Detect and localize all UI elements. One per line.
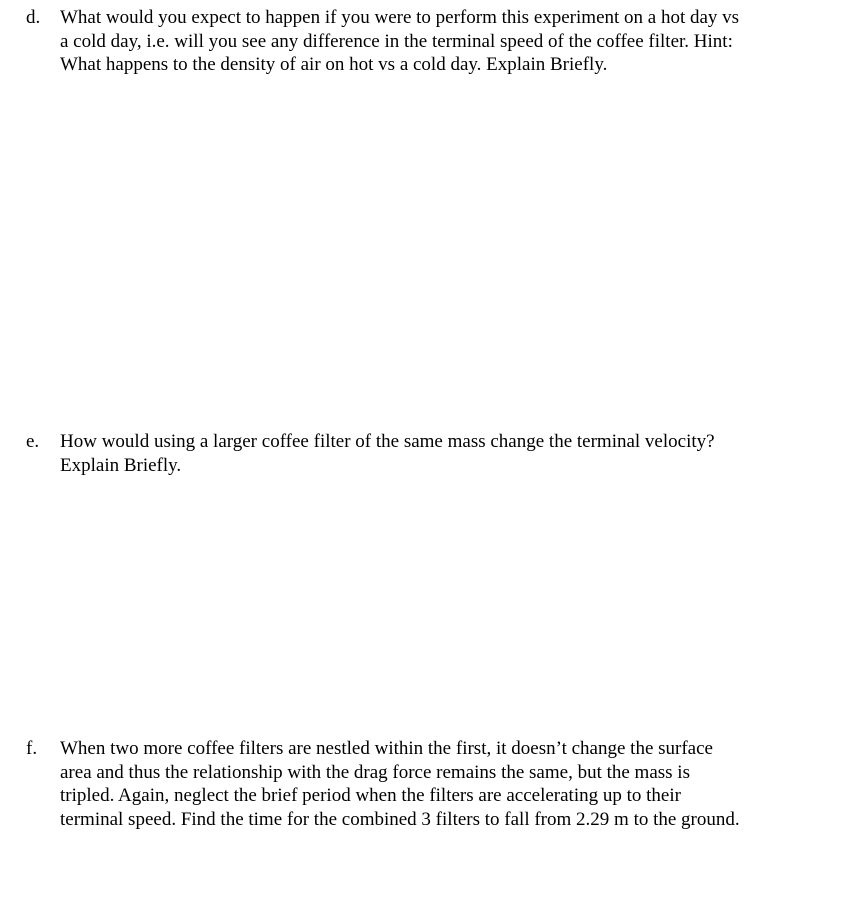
- question-f-text: [60, 737, 830, 831]
- question-d-label: d.: [26, 7, 41, 28]
- question-f-line: area and thus the relationship with the drag force remains the same, but the mass is: [60, 761, 690, 783]
- question-d-line: What happens to the density of air on hot vs a cold day. Explain Briefly.: [60, 54, 608, 75]
- question-e-line: Explain Briefly.: [60, 454, 182, 476]
- question-f-line: terminal speed. Find the time for the combined 3 filters to fall from 2.29 m to the ground.: [60, 808, 740, 830]
- question-f-line: When two more coffee filters are nestled within the first, it doesn’t change the surface: [60, 738, 713, 759]
- question-d-text: [60, 6, 830, 77]
- question-e-label: e.: [26, 431, 40, 452]
- question-e-line: How would using a larger coffee filter of the same mass change the terminal velocity?: [60, 431, 715, 452]
- question-f-line: tripled. Again, neglect the brief period when the filters are accelerating up to their: [60, 785, 681, 806]
- question-d-line: a cold day, i.e. will you see any difference in the terminal speed of the coffee filter. Hint:: [60, 30, 733, 52]
- question-f-label: f.: [26, 738, 38, 759]
- question-d-line: What would you expect to happen if you were to perform this experiment on a hot day vs: [60, 7, 740, 28]
- question-e-text: [60, 430, 830, 477]
